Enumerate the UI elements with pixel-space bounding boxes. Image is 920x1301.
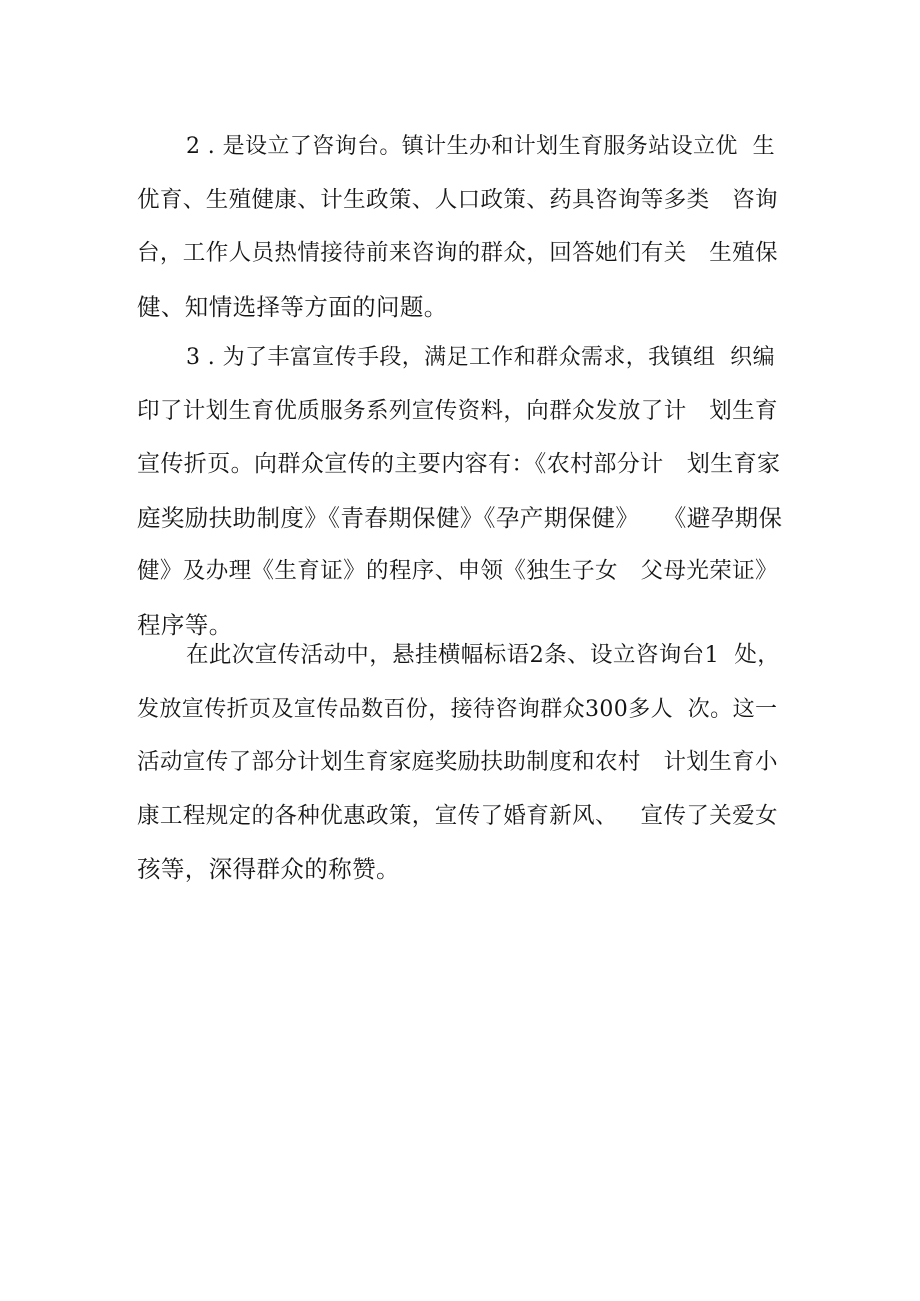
paragraph-publicity-materials (137, 331, 787, 652)
text-line: 优育、生殖健康、计生政策、人口政策、药具咨询等多类 咨询 (137, 186, 778, 213)
paragraph-activity-summary (137, 629, 787, 897)
text-line: 3 . 为了丰富宣传手段，满足工作和群众需求，我镇组 织编 (186, 345, 775, 370)
text-line: 在此次宣传活动中，悬挂横幅标语2条、设立咨询台1 处， (186, 642, 781, 668)
text-line: 发放宣传折页及宣传品数百份，接待咨询群众300多人 次。这一 (137, 696, 778, 722)
text-line: 活动宣传了部分计划生育家庭奖励扶助制度和农村 计划生育小 (137, 749, 778, 775)
text-line: 印了计划生育优质服务系列宣传资料，向群众发放了计 划生育 (137, 397, 778, 424)
text-line: 台，工作人员热情接待前来咨询的群众，回答她们有关 生殖保 (137, 240, 778, 266)
text-line: 2 . 是设立了咨询台。镇计生办和计划生育服务站设立优 生 (186, 134, 775, 159)
text-line: 康工程规定的各种优惠政策，宣传了婚育新风、 宣传了关爱女 (137, 802, 778, 829)
text-line: 程序等。 (137, 610, 233, 639)
text-line: 宣传折页。向群众宣传的主要内容有：《农村部分计 划生育家 (137, 451, 781, 477)
text-line: 孩等，深得群众的称赞。 (137, 855, 400, 883)
text-line: 健、知情选择等方面的问题。 (137, 292, 448, 321)
text-line: 庭奖励扶助制度》《青春期保健》《孕产期保健》 《避孕期保 (137, 503, 783, 532)
paragraph-consultation-desk (137, 120, 787, 334)
text-line: 健》及办理《生育证》的程序、申领《独生子女 父母光荣证》 (137, 558, 778, 584)
